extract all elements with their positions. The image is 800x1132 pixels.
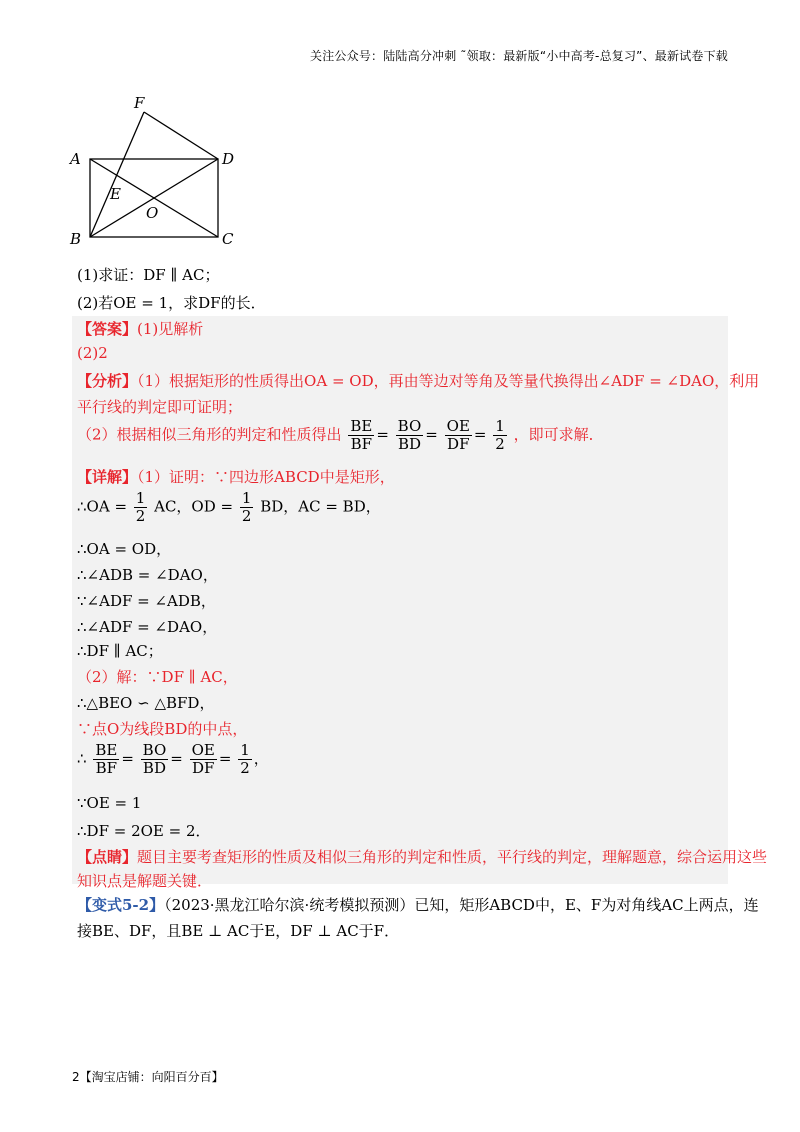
question-part-2: (2)若OE = 1，求DF的长． <box>77 294 266 312</box>
analysis-line-1 <box>77 370 759 391</box>
variant-line-1 <box>77 894 759 915</box>
fraction-half-2: $\frac{1}{2}$ <box>241 489 252 525</box>
answer-part-1: (1)见解析 <box>137 320 204 338</box>
answer-tag: 【答案】 <box>77 320 138 338</box>
detail-tag: 【详解】 <box>77 468 138 486</box>
page-footer: 2【淘宝店铺：向阳百分百】 <box>72 1070 224 1084</box>
fraction-be-bf-2: $\frac{BE}{BF}$ <box>95 741 118 777</box>
segment-fd <box>144 112 218 159</box>
detail-line-13: ∴DF = 2OE = 2． <box>77 822 211 840</box>
analysis-text-2: 平行线的判定即可证明； <box>77 398 243 416</box>
label-d: D <box>222 150 235 168</box>
analysis-tag: 【分析】 <box>77 372 138 390</box>
answer-part-2: (2)2 <box>77 344 108 362</box>
answer-line-1 <box>77 318 203 339</box>
detail-line-3: ∴OA = OD， <box>77 540 172 558</box>
detail-line-7: ∴DF ∥ AC； <box>77 642 163 660</box>
analysis-text-3: （2）根据相似三角形的判定和性质得出 <box>77 425 342 444</box>
comment-line-1 <box>77 846 767 867</box>
detail-line-4: ∴∠ADB = ∠DAO， <box>77 566 218 584</box>
question-part-1: (1)求证：DF ∥ AC； <box>77 266 220 284</box>
label-b: B <box>70 230 82 248</box>
label-e: E <box>110 185 121 203</box>
comment-text-2: 知识点是解题关键． <box>77 872 213 890</box>
detail-line-9: ∴△BEO ∽ △BFD， <box>77 694 215 712</box>
geometry-figure <box>66 92 246 252</box>
variant-text-1: （2023·黑龙江哈尔滨·统考模拟预测）已知，矩形ABCD中，E、F为对角线AC上两点，连 <box>164 896 759 914</box>
label-c: C <box>222 230 234 248</box>
analysis-line-3: （2）根据相似三角形的判定和性质得出 $\frac{BE}{BF}$ = $\frac{BO}{BD}$ = $\frac{OE}{DF}$ = $\frac{1}{2}$ ，即可求解． <box>77 417 604 453</box>
detail-line-2: ∴OA = $\frac{1}{2}$ AC，OD = $\frac{1}{2}$ BD，AC = BD， <box>77 489 381 525</box>
fraction-oe-df: $\frac{OE}{DF}$ <box>446 417 470 453</box>
detail-line-12: ∵OE = 1 <box>77 794 142 812</box>
fraction-bo-bd: $\frac{BO}{BD}$ <box>397 417 422 453</box>
label-o: O <box>146 204 159 222</box>
detail-line-6: ∴∠ADF = ∠DAO， <box>77 618 218 636</box>
fraction-bo-bd-2: $\frac{BO}{BD}$ <box>142 741 167 777</box>
label-a: A <box>70 150 81 168</box>
fraction-one-half: $\frac{1}{2}$ <box>495 417 505 453</box>
detail-line-10: ∵点O为线段BD的中点， <box>77 720 248 738</box>
fraction-half-1: $\frac{1}{2}$ <box>135 489 146 525</box>
detail-text-1: （1）证明：∵四边形ABCD中是矩形， <box>137 468 395 486</box>
fraction-oe-df-2: $\frac{OE}{DF}$ <box>191 741 215 777</box>
variant-tag: 【变式5-2】 <box>77 896 165 914</box>
detail-line-1 <box>77 466 395 487</box>
analysis-text-1: （1）根据矩形的性质得出OA = OD，再由等边对等角及等量代换得出∠ADF = ∠DAO，利用 <box>137 372 760 390</box>
detail-line-8: （2）解：∵DF ∥ AC， <box>77 668 238 686</box>
comment-tag: 【点睛】 <box>77 848 138 866</box>
fraction-one-half-2: $\frac{1}{2}$ <box>240 741 250 777</box>
comment-text-1: 题目主要考查矩形的性质及相似三角形的判定和性质，平行线的判定，理解题意，综合运用这些 <box>137 848 768 866</box>
detail-line-11: ∴ $\frac{BE}{BF}$ = $\frac{BO}{BD}$ = $\frac{OE}{DF}$ = $\frac{1}{2}$ ， <box>77 741 269 777</box>
segment-bf <box>90 112 144 237</box>
page-header: 关注公众号：陆陆高分冲刺 ˜领取：最新版“小中高考-总复习”、最新试卷下载 <box>310 49 728 63</box>
analysis-text-4: ，即可求解． <box>513 425 604 444</box>
label-f: F <box>134 94 145 112</box>
detail-line-5: ∵∠ADF = ∠ADB， <box>77 592 216 610</box>
variant-text-2: 接BE、DF，且BE ⊥ AC于E，DF ⊥ AC于F． <box>77 922 400 940</box>
fraction-be-bf: $\frac{BE}{BF}$ <box>350 417 373 453</box>
